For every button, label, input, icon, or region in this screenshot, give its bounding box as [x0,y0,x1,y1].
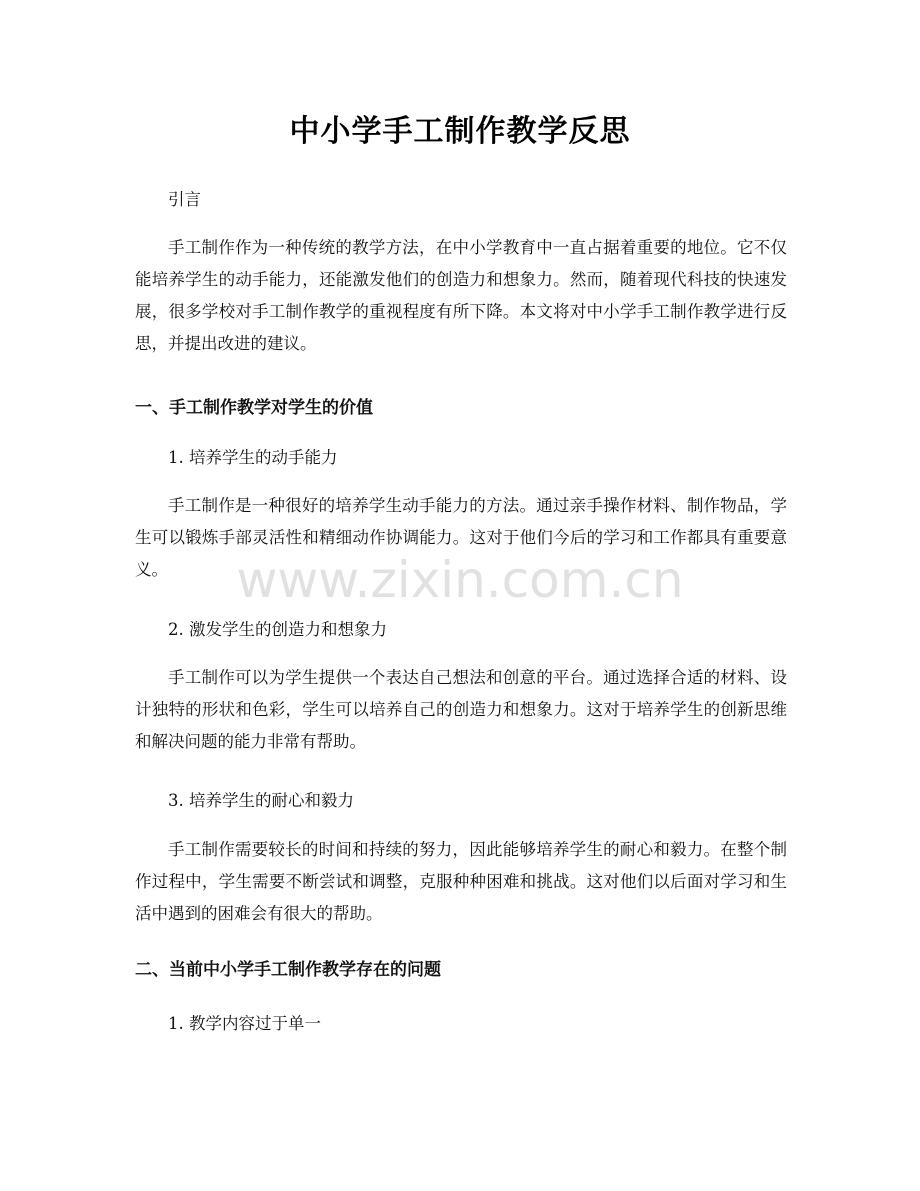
section-1-item-3-title: 3. 培养学生的耐心和毅力 [168,791,354,810]
section-1-item-3-text: 手工制作需要较长的时间和持续的努力，因此能够培养学生的耐心和毅力。在整个制作过程中，学生需要不断尝试和调整，克服种种困难和挑战。这对他们以后面对学习和生活中遇到的困难会有很大的帮助。 [135,840,787,923]
section-2-item-1-title: 1. 教学内容过于单一 [168,1014,321,1033]
section-1-item-2-title: 2. 激发学生的创造力和想象力 [168,620,387,639]
section-1-item-2-text: 手工制作可以为学生提供一个表达自己想法和创意的平台。通过选择合适的材料、设计独特的形状和色彩，学生可以培养自己的创造力和想象力。这对于培养学生的创新思维和解决问题的能力非常有帮助。 [135,668,787,751]
page-title: 中小学手工制作教学反思 [289,114,631,149]
section-1-heading: 一、手工制作教学对学生的价值 [135,398,373,418]
intro-heading: 引言 [168,190,201,209]
intro-paragraph: 手工制作作为一种传统的教学方法，在中小学教育中一直占据着重要的地位。它不仅能培养学生的动手能力，还能激发他们的创造力和想象力。然而，随着现代科技的快速发展，很多学校对手工制作教学的重视程度有所下降。本文将对中小学手工制作教学进行反思，并提出改进的建议。 [135,238,787,353]
section-1-item-1-text: 手工制作是一种很好的培养学生动手能力的方法。通过亲手操作材料、制作物品，学生可以锻炼手部灵活性和精细动作协调能力。这对于他们今后的学习和工作都具有重要意义。 [135,496,787,579]
section-2-heading: 二、当前中小学手工制作教学存在的问题 [135,960,441,980]
watermark: www.zixin.com.cn [236,551,684,609]
section-1-item-1-title: 1. 培养学生的动手能力 [168,448,338,467]
